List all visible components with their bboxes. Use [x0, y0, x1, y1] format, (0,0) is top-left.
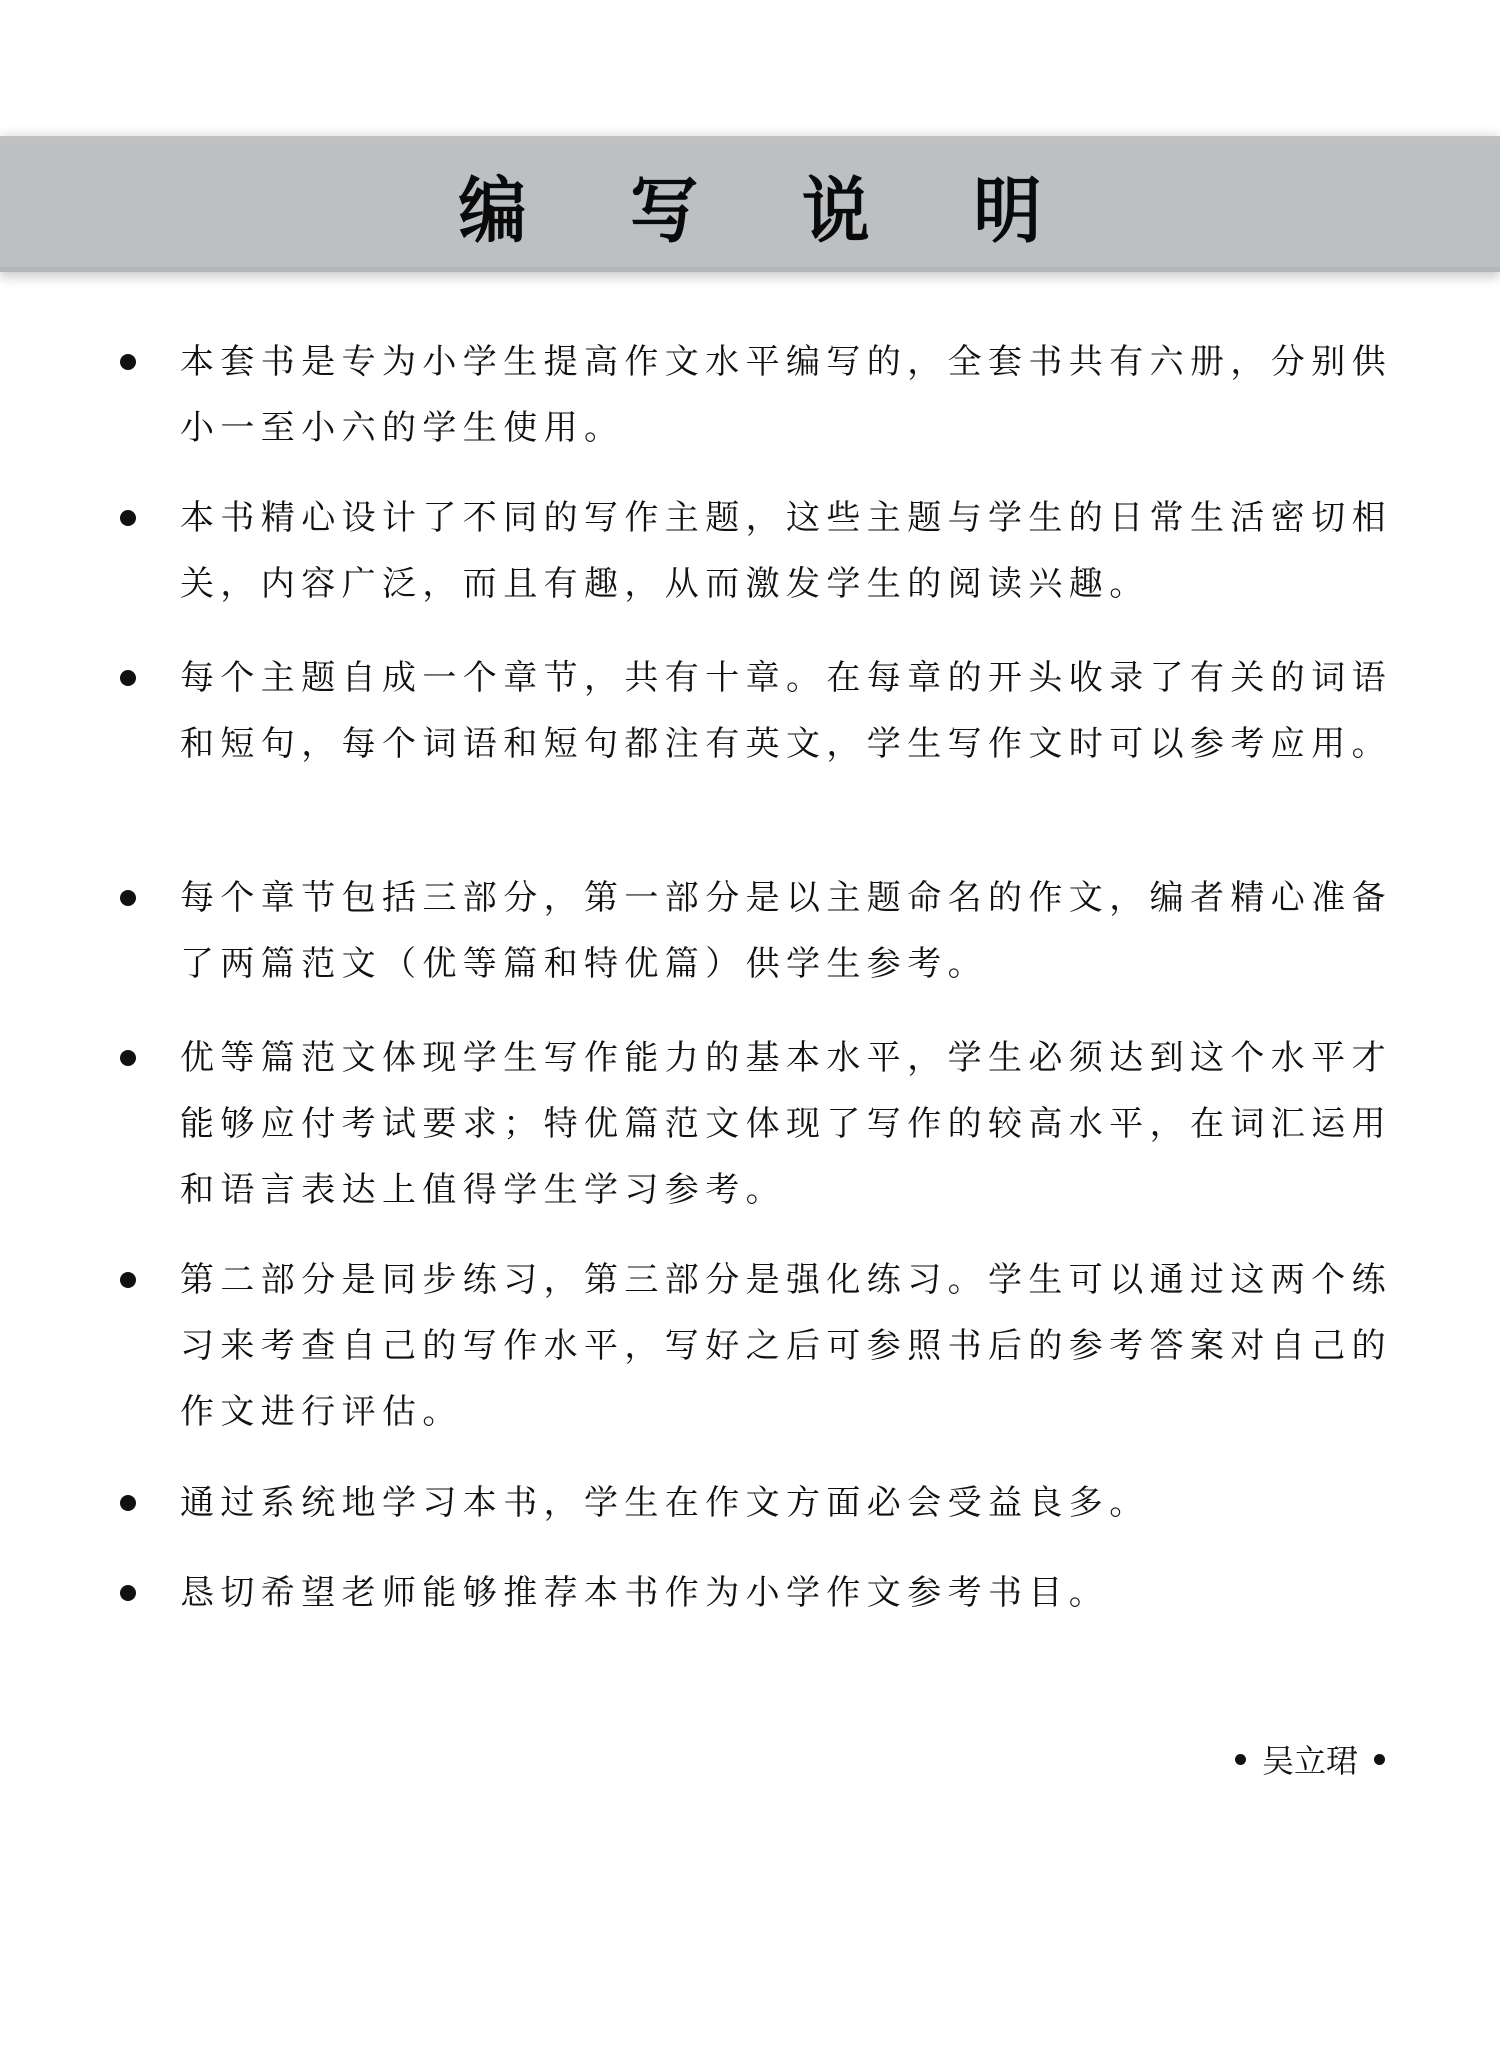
list-item-text: 本书精心设计了不同的写作主题，这些主题与学生的日常生活密切相关，内容广泛，而且有趣，从而激发学生的阅读兴趣。 — [180, 498, 1392, 604]
bullet-icon — [120, 1050, 136, 1066]
bullet-icon — [120, 1272, 136, 1288]
bullet-icon — [120, 670, 136, 686]
list-item-text: 恳切希望老师能够推荐本书作为小学作文参考书目。 — [180, 1573, 1110, 1613]
list-item — [180, 1470, 1405, 1536]
bullet-icon — [120, 890, 136, 906]
title-banner — [0, 136, 1500, 272]
bullet-icon — [120, 1495, 136, 1511]
author-name: 吴立珺 — [1261, 1742, 1358, 1780]
list-item — [180, 1560, 1405, 1626]
bullet-icon — [1235, 1754, 1246, 1765]
bullet-icon — [120, 1585, 136, 1601]
bullet-icon — [120, 510, 136, 526]
list-item-text: 每个主题自成一个章节，共有十章。在每章的开头收录了有关的词语和短句，每个词语和短句都注有英文，学生写作文时可以参考应用。 — [180, 658, 1392, 764]
list-item — [180, 1025, 1405, 1223]
list-item — [180, 645, 1405, 777]
signature — [1235, 1736, 1385, 1782]
list-item — [180, 865, 1405, 997]
page-title: 编 写 说 明 — [458, 169, 1082, 253]
list-item — [180, 485, 1405, 617]
bullet-icon — [1374, 1754, 1385, 1765]
list-item-text: 通过系统地学习本书，学生在作文方面必会受益良多。 — [180, 1483, 1150, 1523]
list-item-text: 每个章节包括三部分，第一部分是以主题命名的作文，编者精心准备了两篇范文（优等篇和特优篇）供学生参考。 — [180, 878, 1392, 984]
list-item-text: 第二部分是同步练习，第三部分是强化练习。学生可以通过这两个练习来考查自己的写作水平，写好之后可参照书后的参考答案对自己的作文进行评估。 — [180, 1260, 1392, 1432]
list-item-text: 本套书是专为小学生提高作文水平编写的，全套书共有六册，分别供小一至小六的学生使用。 — [180, 342, 1392, 448]
list-item — [180, 1247, 1405, 1445]
list-item-text: 优等篇范文体现学生写作能力的基本水平，学生必须达到这个水平才能够应付考试要求；特优篇范文体现了写作的较高水平，在词汇运用和语言表达上值得学生学习参考。 — [180, 1038, 1392, 1210]
bullet-icon — [120, 354, 136, 370]
list-item — [180, 329, 1405, 461]
